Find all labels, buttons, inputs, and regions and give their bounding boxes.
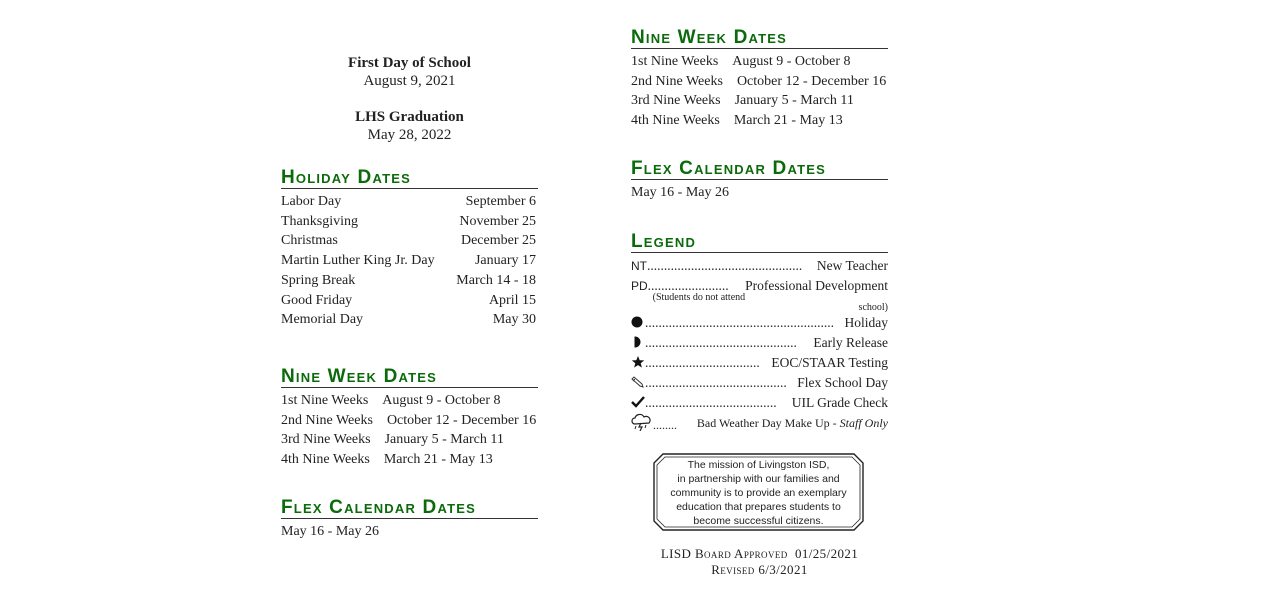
mission-line: education that prepares students to: [676, 501, 841, 513]
legend-key: [631, 258, 802, 273]
nine-weeks-name: 3rd Nine Weeks: [631, 93, 721, 109]
legend-dots: ........................................................: [645, 314, 834, 330]
legend-code: NT: [631, 258, 647, 273]
legend-dots: ..................................: [645, 354, 760, 370]
nine-weeks-row: [281, 430, 538, 450]
holiday-row: [281, 251, 538, 271]
legend-key: [631, 278, 729, 293]
mission-box: [653, 453, 864, 531]
legend-label: [792, 393, 888, 413]
checkmark-icon: [631, 395, 645, 410]
holiday-list: [281, 192, 538, 330]
legend-key: [631, 355, 760, 370]
nine-weeks-list-left: [281, 391, 538, 470]
star-icon: [631, 355, 645, 370]
nine-weeks-date: August 9 - October 8: [732, 54, 851, 69]
nine-weeks-date: October 12 - December 16: [736, 73, 887, 89]
legend-dots: ..........................................: [645, 374, 787, 390]
graduation-title: LHS Graduation: [355, 109, 464, 125]
holiday-row: [281, 192, 538, 212]
mission-line: The mission of Livingston ISD,: [687, 459, 830, 471]
legend-row: [631, 313, 888, 333]
legend-label: [771, 353, 888, 373]
holiday-name: Martin Luther King Jr. Day: [281, 253, 435, 269]
holiday-row: [281, 231, 538, 251]
holiday-date: April 15: [488, 292, 536, 308]
nine-weeks-row: [281, 450, 538, 470]
approved-line: LISD Board Approved 01/25/2021: [660, 546, 859, 561]
nine-weeks-row: [631, 52, 888, 72]
right-column: [631, 28, 888, 435]
flex-section-left: [281, 498, 538, 542]
legend-label-text: Holiday: [844, 314, 888, 330]
legend-label-text: New Teacher: [816, 257, 888, 273]
holiday-row: [281, 212, 538, 232]
flex-section-right: [631, 159, 888, 203]
legend-dots: ..............................................: [647, 257, 803, 273]
holiday-date: January 17: [474, 253, 536, 269]
nine-weeks-name: 3rd Nine Weeks: [281, 432, 371, 448]
legend-label-text: Bad Weather Day Make Up -: [696, 415, 840, 430]
legend-code: PD: [631, 278, 648, 293]
half-circle-icon: [631, 335, 645, 350]
legend-row: [631, 393, 888, 413]
legend-label: [797, 373, 888, 393]
legend-label-text: Professional Development: [745, 277, 888, 293]
legend-row: [631, 256, 888, 276]
legend-dots: ........................: [647, 277, 729, 293]
nine-weeks-heading-right: Nine Week Dates: [631, 28, 888, 49]
nine-weeks-row: [631, 111, 888, 131]
nine-weeks-date: October 12 - December 16: [386, 412, 537, 428]
full-circle-icon: [631, 315, 645, 330]
nine-weeks-list-right: [631, 52, 888, 131]
legend-row: [631, 413, 888, 435]
mission-line: community is to provide an exemplary: [670, 487, 847, 499]
nine-weeks-row: [281, 411, 538, 431]
legend-label: [697, 413, 888, 433]
first-day-date: August 9, 2021: [363, 73, 456, 89]
nine-weeks-row: [631, 72, 888, 92]
legend-key: [631, 375, 787, 390]
legend-row: [631, 373, 888, 393]
mission-line: become successful citizens.: [693, 515, 824, 527]
holiday-name: Christmas: [281, 233, 338, 249]
nine-weeks-date: March 21 - May 13: [733, 113, 843, 129]
approval-block: [631, 546, 888, 578]
legend-key: [631, 335, 797, 350]
legend-label: [745, 276, 888, 296]
graduation-block: [281, 108, 538, 145]
holiday-name: Spring Break: [281, 272, 356, 288]
nine-weeks-name: 4th Nine Weeks: [281, 452, 370, 468]
nine-weeks-section-left: [281, 367, 538, 470]
legend-dots: .......................................: [645, 394, 777, 410]
nine-weeks-date: August 9 - October 8: [382, 392, 501, 408]
flex-dates-right: May 16 - May 26: [631, 184, 729, 200]
nine-weeks-date: March 21 - May 13: [383, 452, 493, 468]
holiday-row: [281, 291, 538, 311]
legend-key: [631, 418, 677, 432]
legend-dots: .............................................: [645, 334, 797, 350]
legend-row: [631, 353, 888, 373]
nine-weeks-name: 1st Nine Weeks: [281, 392, 369, 408]
flex-heading-right: Flex Calendar Dates: [631, 159, 888, 180]
storm-cloud-icon: [631, 418, 653, 432]
legend-label-text: Early Release: [813, 334, 888, 350]
legend-label: [817, 256, 888, 276]
nine-weeks-name: 4th Nine Weeks: [631, 113, 720, 129]
nine-weeks-row: [281, 391, 538, 411]
legend-label-text: Flex School Day: [797, 374, 888, 390]
holiday-name: Thanksgiving: [281, 213, 358, 229]
legend-key: [631, 395, 777, 410]
holiday-name: Memorial Day: [281, 312, 364, 328]
legend-section: [631, 232, 888, 435]
mission-line: in partnership with our families and: [677, 473, 840, 485]
legend-key: [631, 315, 834, 330]
legend-heading: Legend: [631, 232, 888, 253]
nine-weeks-row: [631, 91, 888, 111]
legend-label: [845, 313, 889, 333]
pencil-icon: [631, 375, 645, 390]
legend-row: [631, 333, 888, 353]
legend-row: [631, 276, 888, 296]
nine-weeks-date: January 5 - March 11: [734, 93, 854, 109]
legend-list: [631, 256, 888, 435]
holiday-date: December 25: [460, 233, 536, 249]
nine-weeks-section-right: [631, 28, 888, 131]
holiday-date: March 14 - 18: [456, 272, 536, 288]
nine-weeks-name: 1st Nine Weeks: [631, 54, 719, 69]
holiday-heading: Holiday Dates: [281, 168, 538, 189]
legend-dots: ........: [653, 417, 677, 432]
holiday-row: [281, 310, 538, 330]
legend-label-text: EOC/STAAR Testing: [771, 354, 888, 370]
first-day-block: [281, 54, 538, 91]
legend-label: [813, 333, 888, 353]
legend-label-emphasis: Staff Only: [839, 415, 888, 430]
nine-weeks-date: January 5 - March 11: [384, 432, 504, 448]
nine-weeks-name: 2nd Nine Weeks: [631, 73, 723, 89]
nine-weeks-heading-left: Nine Week Dates: [281, 367, 538, 388]
graduation-date: May 28, 2022: [367, 127, 452, 143]
legend-label-text: UIL Grade Check: [791, 394, 888, 410]
left-column: [281, 54, 538, 541]
revised-line: Revised 6/3/2021: [711, 562, 808, 577]
holiday-section: [281, 168, 538, 330]
nine-weeks-name: 2nd Nine Weeks: [281, 412, 373, 428]
mission-text: [661, 458, 856, 528]
first-day-title: First Day of School: [348, 55, 471, 71]
flex-dates-left: May 16 - May 26: [281, 523, 379, 539]
holiday-date: September 6: [465, 194, 536, 209]
holiday-date: May 30: [492, 312, 536, 328]
legend-subnote: (Students do not attend school): [652, 291, 888, 313]
holiday-date: November 25: [459, 213, 536, 229]
holiday-name: Labor Day: [281, 194, 342, 209]
flex-heading-left: Flex Calendar Dates: [281, 498, 538, 519]
holiday-name: Good Friday: [281, 292, 353, 308]
holiday-row: [281, 271, 538, 291]
